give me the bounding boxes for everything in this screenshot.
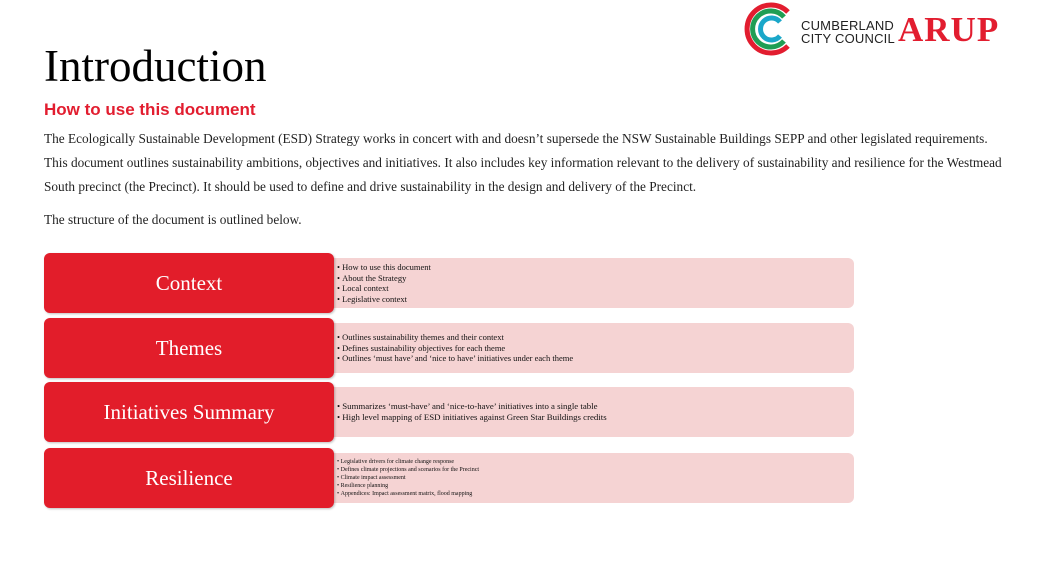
bullet-item: • About the Strategy bbox=[337, 273, 431, 284]
section-subtitle: How to use this document bbox=[44, 100, 256, 119]
bullet-item: • Legislative drivers for climate change response bbox=[337, 458, 479, 466]
bullet-item: • Defines sustainability objectives for each theme bbox=[337, 343, 573, 354]
section-label: Initiatives Summary bbox=[103, 399, 275, 424]
bullet-item: • How to use this document bbox=[337, 262, 431, 273]
section-label-box bbox=[44, 382, 334, 442]
bullet-list bbox=[337, 318, 573, 378]
council-name-line1: CUMBERLAND bbox=[801, 18, 895, 33]
bullet-item: • Outlines ‘must have’ and ‘nice to have’ initiatives under each theme bbox=[337, 353, 573, 364]
header-logos bbox=[744, 0, 1014, 60]
intro-paragraph: The Ecologically Sustainable Development (ESD) Strategy works in concert with and doesn’t supersede the NSW Sustainable Buildings SEPP and other legislated requirements. This document outlines sustainability ambitions, objectives and initiatives. It also includes key information relevant to the delivery of sustainability and resilience for the Westmead South precinct (the Precinct). It should be used to define and drive sustainability in the design and delivery of the Precinct. bbox=[44, 131, 1002, 194]
bullet-item: • Defines climate projections and scenarios for the Precinct bbox=[337, 466, 479, 474]
bullet-list bbox=[337, 448, 479, 508]
bullet-item: • Climate impact assessment bbox=[337, 474, 479, 482]
structure-row-themes bbox=[44, 318, 854, 378]
page-title: Introduction bbox=[44, 41, 267, 91]
arup-logo: ARUP bbox=[898, 10, 1000, 49]
structure-row-resilience bbox=[44, 448, 854, 508]
structure-row-context bbox=[44, 253, 854, 313]
structure-text: The structure of the document is outlined below. bbox=[44, 212, 302, 227]
section-label-box bbox=[44, 318, 334, 378]
section-label: Themes bbox=[155, 335, 223, 360]
bullet-list bbox=[337, 253, 431, 313]
council-name-line2: CITY COUNCIL bbox=[801, 31, 895, 46]
bullet-item: • Resilience planning bbox=[337, 482, 479, 490]
bullet-item: • Summarizes ‘must-have’ and ‘nice-to-have’ initiatives into a single table bbox=[337, 401, 607, 412]
council-name bbox=[801, 19, 895, 45]
section-label-box bbox=[44, 448, 334, 508]
bullet-item: • High level mapping of ESD initiatives against Green Star Buildings credits bbox=[337, 412, 607, 423]
cumberland-c-logo-icon bbox=[744, 0, 800, 58]
bullet-item: • Local context bbox=[337, 283, 431, 294]
bullet-item: • Appendices: Impact assessment matrix, flood mapping bbox=[337, 490, 479, 498]
structure-row-initiatives-summary bbox=[44, 382, 854, 442]
bullet-item: • Legislative context bbox=[337, 294, 431, 305]
bullet-list bbox=[337, 382, 607, 442]
section-label: Context bbox=[155, 270, 223, 295]
section-label-box bbox=[44, 253, 334, 313]
section-label: Resilience bbox=[145, 465, 233, 490]
bullet-item: • Outlines sustainability themes and their context bbox=[337, 332, 573, 343]
